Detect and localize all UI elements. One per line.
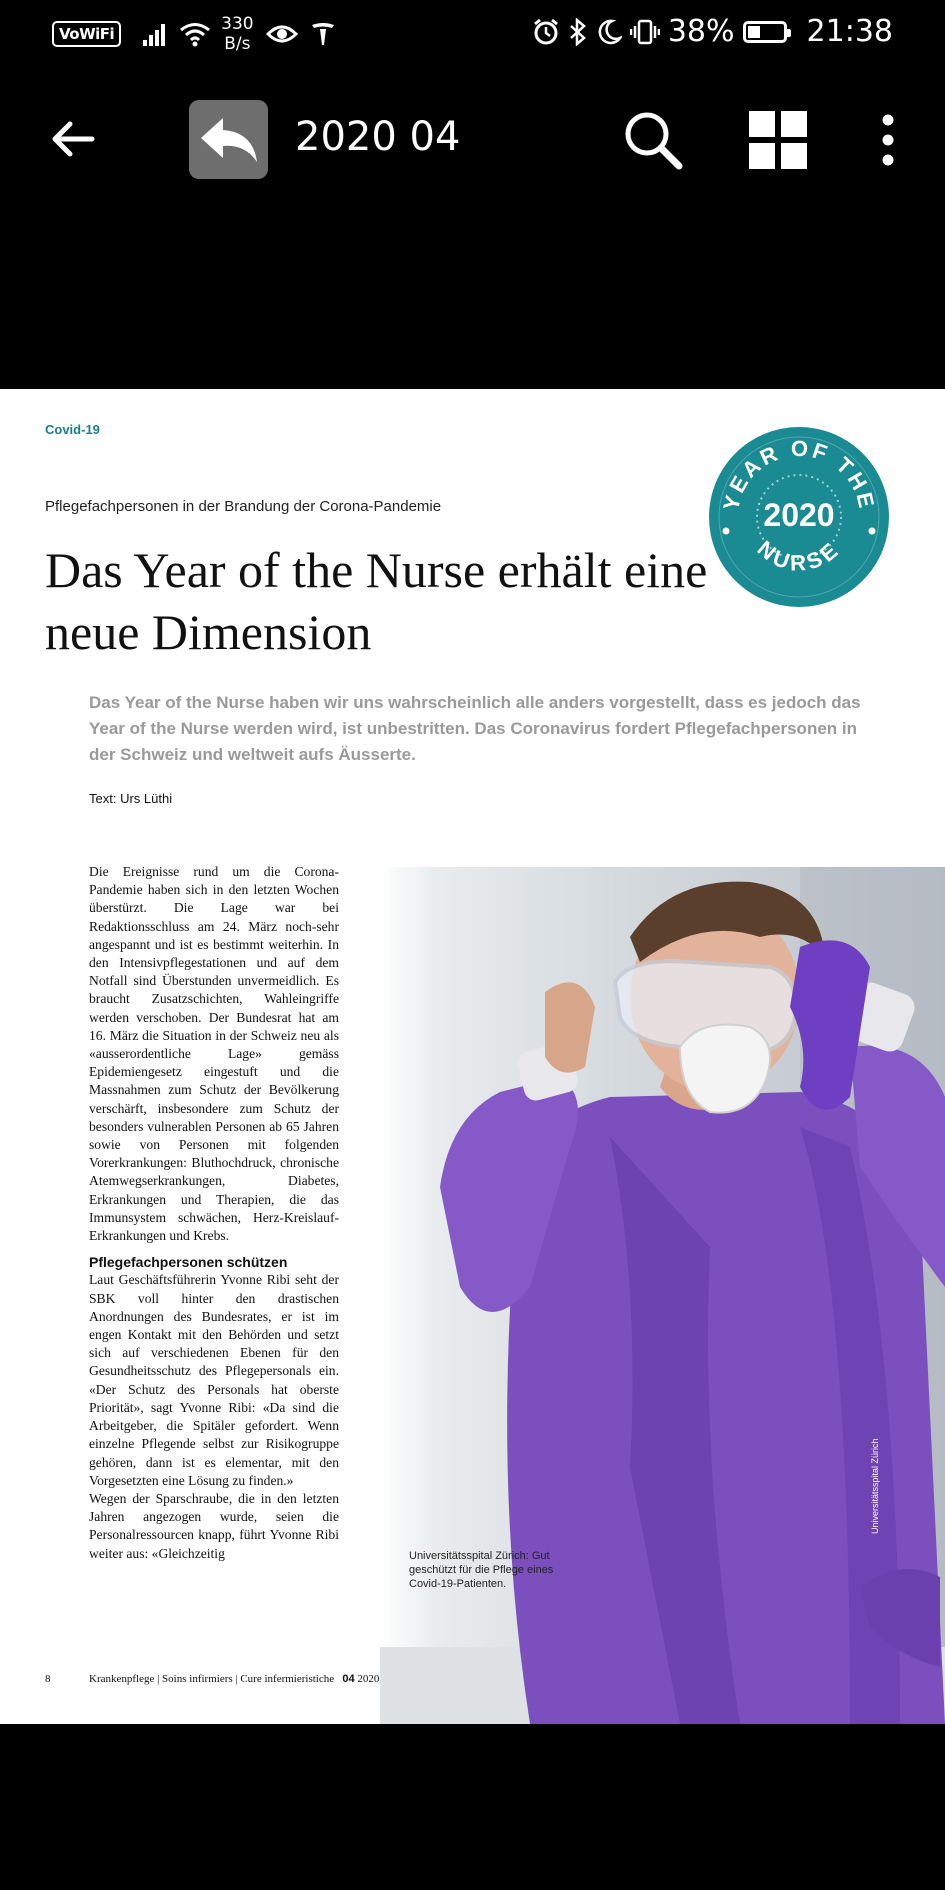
body-paragraph: Die Ereignisse rund um die Corona-Pandemie haben sich in den letzten Wochen überstürzt. Die Lage war bei Redaktionsschluss am 24. März noch-sehr angespannt und ist es bestimmt weiterhin. In den Intensivpflegestationen und auf dem Notfall sind Überstunden unvermeidlich. Es braucht Zusatzschichten, Wahleingriffe werden verschoben. Der Bundesrat hat am 16. März die Situation in der Schweiz neu als «ausserordentliche Lage» gemäss Epidemiengesetz eingestuft und die Massnahmen zum Schutz der Bevölkerung verschärft, insbesondere zum Schutz der besonders vulnerablen Personen ab 65 Jahren sowie von Personen mit folgenden Vorerkrankungen: Bluthochdruck, chronische Atemwegserkrankungen, Diabetes, Erkrankungen und Therapien, die das Immunsystem schwächen, Herz-Kreislauf-Erkrankungen und Krebs. xyxy=(89,864,339,1244)
byline: Text: Urs Lüthi xyxy=(89,791,173,806)
document-title: 2020 04 xyxy=(295,114,461,160)
photo-caption: Universitätsspital Zürich: Gut geschützt für die Pflege eines Covid-19-Patienten. xyxy=(409,1550,554,1590)
headline: Das Year of the Nurse erhält eine neue Dimension xyxy=(45,542,708,660)
folio-magazine xyxy=(89,1673,379,1685)
rubric: Covid-19 xyxy=(45,422,100,437)
bluetooth-icon xyxy=(568,18,588,46)
issue-year: 2020 xyxy=(357,1673,380,1685)
body-column xyxy=(89,863,339,1563)
nurse-illustration xyxy=(380,867,945,1724)
network-speed xyxy=(221,14,253,54)
tesla-icon xyxy=(310,21,336,47)
lead-paragraph: Das Year of the Nurse haben wir uns wahrscheinlich alle anders vorgestellt, dass es jedoch das Year of the Nurse werden wird, ist unbestritten. Das Coronavirus fordert Pflegefachpersonen in der Schweiz und weltweit aufs Äusserte. xyxy=(89,693,861,764)
moon-icon xyxy=(596,18,622,46)
badge-bottom-text: NURSE xyxy=(752,535,846,576)
grid-icon[interactable] xyxy=(749,111,807,169)
body-paragraph: Laut Geschäftsführerin Yvonne Ribi seht der SBK voll hinter den drastischen Anordnungen des Bundesrates, er ist im engen Kontakt mit den Behörden und setzt sich auf verschiedenen Ebenen für den Gesundheitsschutz des Pflegepersonals ein. «Der Schutz des Personals hat oberste Priorität», sagt Yvonne Ribi: «Da sind die Arbeitgeber, die Spitäler gefordert. Wenn einzelne Pflegende selbst zur Risikogruppe gehören, dann ist es elementar, mit den Vorgesetzten eine Lösung zu finden.» xyxy=(89,1272,339,1488)
battery-percent: 38% xyxy=(667,14,735,49)
reply-button[interactable] xyxy=(189,100,268,179)
vibrate-icon xyxy=(630,18,660,46)
status-bar xyxy=(0,0,945,66)
eye-icon xyxy=(266,22,298,46)
net-speed-value: 330 xyxy=(221,14,254,34)
badge-year: 2020 xyxy=(763,497,835,533)
back-arrow-icon[interactable] xyxy=(48,114,98,164)
body-paragraph: Wegen der Sparschraube, die in den letzten Jahren angezogen wurde, seien die Personalressourcen knapp, führt Yvonne Ribi weiter aus: «Gleichzeitig xyxy=(89,1490,339,1561)
alarm-icon xyxy=(532,18,560,46)
page-number: 8 xyxy=(45,1673,51,1685)
year-of-the-nurse-badge xyxy=(708,426,890,608)
wifi-icon xyxy=(179,21,211,47)
more-vert-icon[interactable] xyxy=(876,110,900,170)
app-toolbar xyxy=(0,88,945,192)
vowifi-indicator: VoWiFi xyxy=(52,21,121,47)
net-speed-unit: B/s xyxy=(224,34,251,54)
nurse-photo xyxy=(380,867,945,1724)
battery-icon xyxy=(743,21,787,43)
photo-credit: Universitätsspital Zürich xyxy=(870,1438,880,1534)
clock: 21:38 xyxy=(806,14,893,49)
issue-number: 04 xyxy=(342,1673,355,1685)
subheading: Pflegefachpersonen schützen xyxy=(89,1254,288,1271)
kicker: Pflegefachpersonen in der Brandung der Corona-Pandemie xyxy=(45,498,442,515)
signal-strength-icon xyxy=(143,22,167,46)
magazine-name: Krankenpflege | Soins infirmiers | Cure infermieristiche xyxy=(89,1673,335,1685)
badge-top-text: YEAR OF THE xyxy=(718,435,880,513)
search-icon[interactable] xyxy=(621,108,685,172)
magazine-page[interactable] xyxy=(0,389,945,1724)
reply-icon xyxy=(189,100,268,179)
